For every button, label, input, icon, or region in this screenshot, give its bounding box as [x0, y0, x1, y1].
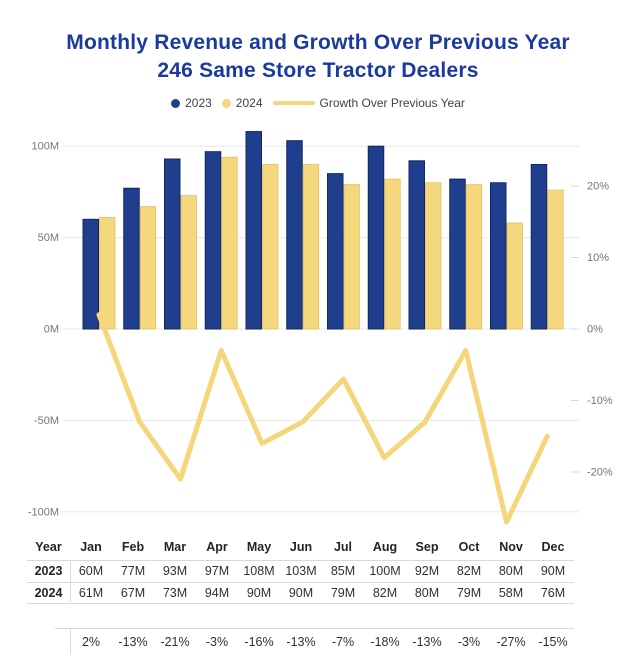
legend-label-growth: Growth Over Previous Year [319, 96, 465, 110]
table-value-2023-feb: 77M [112, 561, 154, 583]
table-value-2024-mar: 73M [154, 583, 196, 605]
table-value-2024-sep: 80M [406, 583, 448, 605]
bar-2023-apr[interactable] [205, 152, 221, 329]
bar-2024-may[interactable] [263, 164, 279, 329]
left-axis-tick-label: -50M [33, 414, 59, 427]
growth-value-mar: -21% [160, 635, 190, 649]
table-value-2023-sep: 92M [406, 561, 448, 583]
table-value-2024-may: 90M [238, 583, 280, 605]
table-header-month-apr: Apr [196, 534, 238, 561]
bar-2023-may[interactable] [246, 132, 262, 329]
right-axis-tick-label: -20% [587, 466, 613, 479]
right-axis-tick-label: 10% [587, 252, 610, 264]
growth-value-aug: -18% [370, 635, 400, 649]
bar-2024-oct[interactable] [466, 185, 482, 329]
table-value-2023-oct: 82M [448, 561, 490, 583]
table-header-month-nov: Nov [490, 534, 532, 561]
bar-2023-jun[interactable] [287, 141, 303, 329]
bar-2023-jul[interactable] [328, 174, 344, 329]
table-value-2023-jun: 103M [280, 561, 322, 583]
bar-2024-sep[interactable] [426, 183, 442, 329]
table-value-2024-feb: 67M [112, 583, 154, 605]
growth-value-jun: -13% [286, 635, 316, 649]
bar-2023-dec[interactable] [531, 164, 547, 329]
chart-title-line1: Monthly Revenue and Growth Over Previous Year [66, 31, 570, 54]
right-axis-tick-label: 20% [587, 180, 610, 193]
growth-value-feb: -13% [118, 635, 148, 649]
table-year-separator [70, 561, 71, 602]
growth-line[interactable] [99, 315, 547, 522]
bar-2024-apr[interactable] [222, 157, 238, 329]
growth-value-apr: -3% [205, 635, 229, 649]
table-header-month-feb: Feb [112, 534, 154, 561]
growth-value-oct: -3% [457, 635, 481, 649]
legend-item-growth[interactable] [273, 96, 465, 110]
table-value-2023-jan: 60M [70, 561, 112, 583]
table-value-2024-jun: 90M [280, 583, 322, 605]
growth-value-jan: 2% [81, 635, 101, 649]
bar-2023-feb[interactable] [124, 188, 140, 329]
table-value-2023-apr: 97M [196, 561, 238, 583]
bar-2024-aug[interactable] [385, 179, 401, 329]
chart-legend [0, 96, 636, 110]
table-value-2024-nov: 58M [490, 583, 532, 605]
growth-value-dec: -15% [538, 635, 568, 649]
table-value-2023-aug: 100M [364, 561, 406, 583]
left-axis-tick-label: -100M [27, 506, 59, 519]
table-value-2023-may: 108M [238, 561, 280, 583]
table-value-2024-oct: 79M [448, 583, 490, 605]
growth-value-nov: -27% [496, 635, 526, 649]
revenue-growth-combo-chart [0, 115, 636, 535]
bar-2024-jun[interactable] [303, 164, 319, 329]
bar-2023-oct[interactable] [450, 179, 466, 329]
table-value-2023-jul: 85M [322, 561, 364, 583]
bar-2024-jul[interactable] [344, 185, 360, 329]
growth-value-may: -16% [244, 635, 274, 649]
growth-percentage-table [55, 628, 574, 655]
right-axis-tick-label: -10% [587, 395, 613, 407]
table-value-2023-nov: 80M [490, 561, 532, 583]
table-header-month-aug: Aug [364, 534, 406, 561]
table-header-month-jun: Jun [280, 534, 322, 561]
table-value-2024-dec: 76M [532, 583, 574, 605]
table-header-month-oct: Oct [448, 534, 490, 561]
table-value-2024-apr: 94M [196, 583, 238, 605]
bar-2024-mar[interactable] [181, 196, 197, 329]
left-axis-tick-label: 0M [43, 323, 59, 336]
table-value-2024-jan: 61M [70, 583, 112, 605]
table-row-label-2023: 2023 [27, 561, 70, 583]
left-axis-tick-label: 50M [37, 232, 59, 245]
legend-item-2024[interactable] [222, 96, 263, 110]
table-header-month-may: May [238, 534, 280, 561]
legend-label-2024: 2024 [235, 96, 263, 110]
bar-2023-aug[interactable] [368, 146, 384, 329]
legend-item-2023[interactable] [171, 96, 212, 110]
growth-value-jul: -7% [331, 635, 355, 649]
table-value-2023-dec: 90M [532, 561, 574, 583]
legend-swatch-growth-line [273, 101, 315, 105]
legend-label-2023: 2023 [185, 96, 212, 110]
bar-2024-nov[interactable] [507, 223, 523, 329]
bar-2023-mar[interactable] [165, 159, 181, 329]
left-axis-tick-label: 100M [31, 140, 59, 153]
table-header-month-dec: Dec [532, 534, 574, 561]
bar-2024-dec[interactable] [548, 190, 564, 329]
table-header-month-mar: Mar [154, 534, 196, 561]
growth-table-separator [70, 629, 71, 655]
bar-2024-feb[interactable] [140, 207, 156, 329]
chart-title-line2: 246 Same Store Tractor Dealers [157, 59, 479, 82]
table-header-month-jul: Jul [322, 534, 364, 561]
growth-value-sep: -13% [412, 635, 442, 649]
table-row-label-2024: 2024 [27, 583, 70, 605]
bar-2023-nov[interactable] [491, 183, 507, 329]
revenue-table [27, 534, 574, 604]
bar-2023-jan[interactable] [83, 219, 99, 329]
table-value-2023-mar: 93M [154, 561, 196, 583]
bar-2024-jan[interactable] [100, 217, 116, 329]
legend-swatch-2024 [222, 99, 231, 108]
table-header-month-jan: Jan [70, 534, 112, 561]
legend-swatch-2023 [171, 99, 180, 108]
table-header-year: Year [27, 534, 70, 561]
table-value-2024-aug: 82M [364, 583, 406, 605]
bar-2023-sep[interactable] [409, 161, 425, 329]
growth-row-label [55, 629, 70, 655]
table-value-2024-jul: 79M [322, 583, 364, 605]
right-axis-tick-label: 0% [587, 323, 603, 336]
table-header-month-sep: Sep [406, 534, 448, 561]
